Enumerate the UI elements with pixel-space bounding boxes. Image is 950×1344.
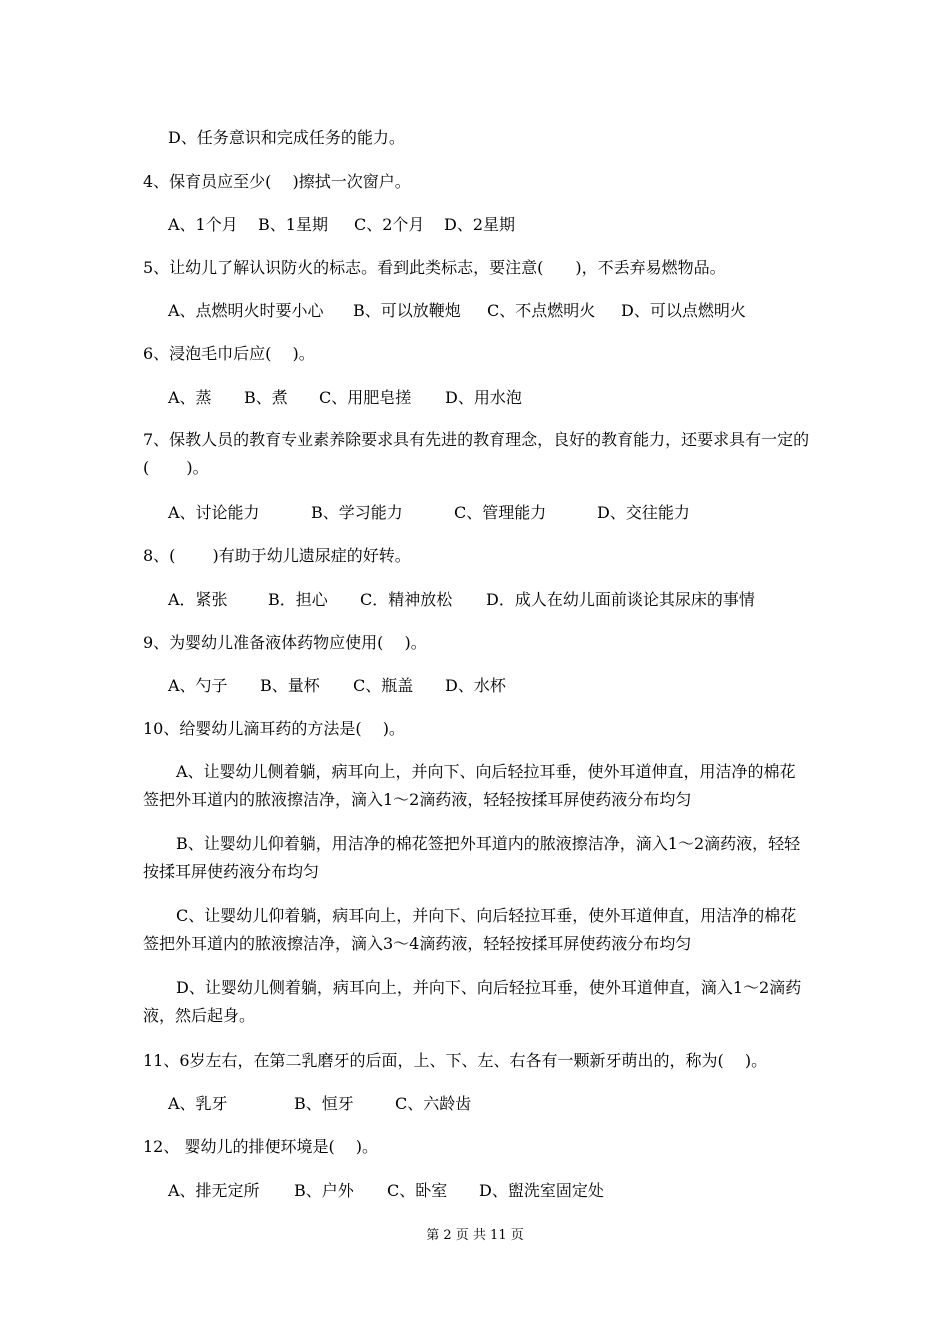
q5-option-b: B、可以放鞭炮 [353,301,461,320]
q5-option-a: A、点燃明火时要小心 [168,301,324,320]
q9-option-a: A、勺子 [168,676,228,695]
q12-option-b: B、户外 [294,1181,354,1200]
q6-option-b: B、煮 [244,388,288,407]
q6-option-d: D、用水泡 [445,388,522,407]
q6-options [168,388,836,408]
q8-option-a: A．紧张 [168,590,228,609]
q4-option-c: C、2个月 [354,215,425,234]
q11-stem: 11、6岁左右，在第二乳磨牙的后面，上、下、左、右各有一颗新牙萌出的，称为( )。 [143,1051,768,1070]
q4-option-a: A、1个月 [168,215,238,234]
q7-stem: 7、保教人员的教育专业素养除要求具有先进的教育理念，良好的教育能力，还要求具有一定的( )。 [143,430,810,477]
q4-options [168,215,836,235]
q8-option-d: D．成人在幼儿面前谈论其尿床的事情 [486,590,755,609]
q9-option-d: D、水杯 [445,676,506,695]
q12-stem: 12、 婴幼儿的排便环境是( )。 [143,1137,379,1156]
q12-option-c: C、卧室 [387,1181,448,1200]
q11-options [168,1094,836,1114]
q4-option-d: D、2星期 [444,215,516,234]
q9-options [168,676,836,696]
q8-stem: 8、( )有助于幼儿遗尿症的好转。 [143,546,411,565]
q7-options [168,503,836,523]
q11-option-a: A、乳牙 [168,1094,228,1113]
q10-option-d: D、让婴幼儿侧着躺，病耳向上，并向下、向后轻拉耳垂，使外耳道伸直，滴入1～2滴药液，然后起身。 [143,978,802,1025]
q3-option-d: D、任务意识和完成任务的能力。 [168,128,405,147]
q9-option-b: B、量杯 [260,676,320,695]
q10-stem: 10、给婴幼儿滴耳药的方法是( )。 [143,719,405,738]
q5-stem: 5、让幼儿了解认识防火的标志。看到此类标志，要注意( )，不丢弃易燃物品。 [143,258,726,277]
q5-options [168,301,836,321]
q9-option-c: C、瓶盖 [353,676,414,695]
q7-option-a: A、讨论能力 [168,503,260,522]
q10-option-c: C、让婴幼儿仰着躺，病耳向上，并向下、向后轻拉耳垂，使外耳道伸直，用洁净的棉花签把外耳道内的脓液擦洁净，滴入3～4滴药液，轻轻按揉耳屏使药液分布均匀 [143,906,797,953]
q10-option-a: A、让婴幼儿侧着躺，病耳向上，并向下、向后轻拉耳垂，使外耳道伸直，用洁净的棉花签把外耳道内的脓液擦洁净，滴入1～2滴药液，轻轻按揉耳屏使药液分布均匀 [143,762,796,809]
q8-option-c: C．精神放松 [360,590,453,609]
q10-option-b: B、让婴幼儿仰着躺，用洁净的棉花签把外耳道内的脓液擦洁净，滴入1～2滴药液，轻轻按揉耳屏使药液分布均匀 [143,834,801,881]
q12-option-d: D、盥洗室固定处 [479,1181,604,1200]
q4-stem: 4、保育员应至少( )擦拭一次窗户。 [143,172,411,191]
q4-option-b: B、1星期 [258,215,328,234]
q12-option-a: A、排无定所 [168,1181,260,1200]
q11-option-c: C、六龄齿 [395,1094,472,1113]
q8-options [168,590,836,610]
q6-option-c: C、用肥皂搓 [319,388,412,407]
q12-options [168,1181,836,1201]
q7-option-d: D、交往能力 [597,503,690,522]
q8-option-b: B．担心 [268,590,328,609]
q5-option-d: D、可以点燃明火 [621,301,746,320]
q11-option-b: B、恒牙 [294,1094,354,1113]
q6-option-a: A、蒸 [168,388,212,407]
q9-stem: 9、为婴幼儿准备液体药物应使用( )。 [143,633,427,652]
page-footer: 第 2 页 共 11 页 [426,1228,524,1243]
q7-option-c: C、管理能力 [454,503,547,522]
q5-option-c: C、不点燃明火 [487,301,596,320]
q6-stem: 6、浸泡毛巾后应( )。 [143,344,315,363]
q7-option-b: B、学习能力 [311,503,403,522]
